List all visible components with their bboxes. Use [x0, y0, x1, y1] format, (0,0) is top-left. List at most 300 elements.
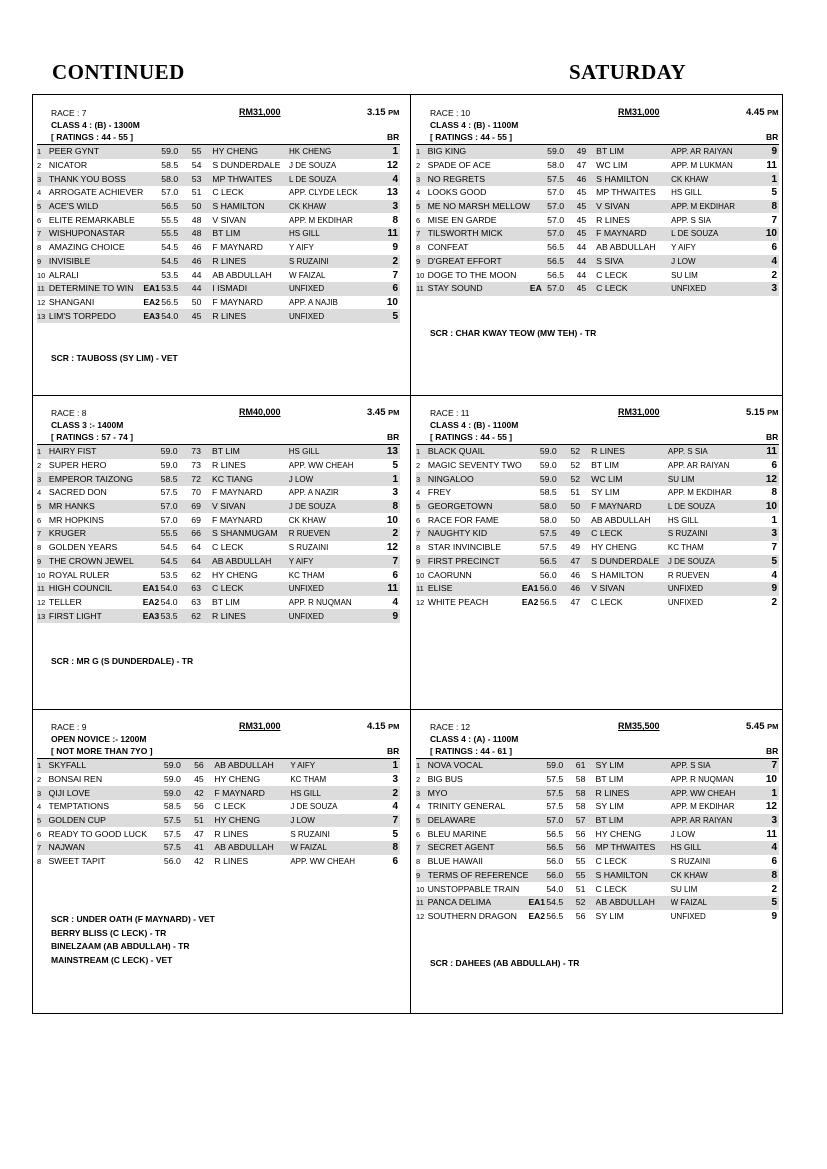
horse-name: FIRST LIGHT [49, 609, 143, 623]
rating: 46 [577, 172, 597, 186]
emergency-tag: EA1 [143, 282, 161, 296]
emergency-tag: EA3 [143, 609, 161, 623]
trainer: APP. R NUQMAN [670, 775, 734, 785]
runner-row [416, 500, 779, 514]
emergency-tag: EA1 [522, 582, 540, 596]
weight: 53.5 [161, 609, 192, 623]
weight: 58.5 [163, 801, 181, 812]
jockey: F MAYNARD [214, 786, 290, 800]
horse-name: SACRED DON [48, 487, 107, 498]
prize-money: RM35,500 [618, 721, 660, 731]
barrier: 2 [378, 255, 400, 269]
race-header [412, 721, 779, 734]
jockey: BT LIM [212, 596, 240, 607]
runner-row [416, 814, 779, 828]
runner-number: 6 [416, 515, 421, 525]
barrier: 10 [386, 296, 398, 308]
runner-row [37, 172, 400, 186]
runner-number: 9 [416, 555, 428, 569]
weight: 54.0 [160, 596, 178, 607]
runner-number: 11 [37, 582, 49, 596]
rating: 50 [570, 514, 581, 525]
rating: 52 [576, 896, 596, 910]
runner-number: 2 [37, 461, 42, 471]
jockey: SY LIM [595, 910, 624, 921]
barrier: 4 [392, 801, 398, 813]
runner-number: 9 [37, 255, 49, 269]
weight: 56.0 [163, 856, 181, 867]
runner-row [37, 827, 400, 841]
emergency-tag [143, 145, 161, 159]
rating: 42 [194, 786, 214, 800]
runner-row [416, 800, 779, 814]
scratching-line: BINELZAAM (AB ABDULLAH) - TR [51, 941, 190, 951]
runner-row [37, 513, 400, 527]
emergency-tag [528, 786, 546, 800]
rating: 47 [570, 555, 591, 569]
jockey: C LECK [212, 542, 244, 553]
rating: 69 [191, 514, 201, 525]
runner-row [37, 486, 400, 500]
runner-number: 2 [416, 775, 421, 785]
jockey: C LECK [596, 269, 628, 280]
race-number: RACE : 9 [51, 722, 87, 732]
weight: 58.5 [161, 472, 192, 486]
trainer: APP. S SIA [671, 759, 758, 773]
weight: 57.5 [160, 487, 178, 498]
trainer: APP. AR RAIYAN [671, 814, 758, 828]
trainer: UNFIXED [289, 282, 378, 296]
runner-number: 10 [416, 884, 425, 894]
runner-row [416, 445, 779, 459]
rating: 42 [194, 856, 204, 867]
runner-number: 8 [416, 543, 421, 553]
jockey: S HAMILTON [212, 200, 289, 214]
scratching-line: SCR : DAHEES (AB ABDULLAH) - TR [430, 958, 580, 968]
weight: 57.5 [546, 786, 575, 800]
horse-name: AMAZING CHOICE [48, 242, 125, 253]
emergency-tag: EA2 [528, 910, 546, 921]
runner-row [416, 582, 779, 596]
scratching-line: SCR : CHAR KWAY TEOW (MW TEH) - TR [430, 328, 597, 338]
runner-row [416, 910, 779, 924]
runner-row [37, 309, 400, 323]
trainer: HS GILL [667, 515, 699, 525]
runner-number: 2 [416, 161, 421, 171]
trainer: HS GILL [289, 227, 378, 241]
rating: 46 [570, 569, 581, 580]
weight: 57.0 [161, 187, 179, 198]
runner-number: 11 [37, 282, 49, 296]
weight: 53.5 [161, 269, 179, 280]
runner-row [37, 786, 400, 800]
rating: 45 [194, 774, 204, 785]
trainer: APP. R NUQMAN [288, 597, 352, 607]
barrier: 2 [378, 527, 400, 541]
barrier: 2 [379, 786, 400, 800]
horse-name: TEMPTATIONS [48, 801, 110, 812]
runner-row [416, 268, 779, 282]
runner-number: 2 [37, 161, 42, 171]
runner-row [37, 213, 400, 227]
emergency-tag [528, 841, 546, 855]
trainer: Y AIFY [671, 243, 696, 253]
runners-table [37, 758, 400, 869]
weight: 57.0 [160, 514, 178, 525]
weight: 54.5 [161, 555, 192, 569]
jockey: R LINES [212, 460, 246, 471]
emergency-tag [143, 241, 161, 255]
emergency-tag [528, 814, 546, 828]
jockey: HY CHENG [214, 774, 261, 785]
weight: 54.0 [161, 582, 192, 596]
weight: 56.0 [540, 582, 571, 596]
runner-row [416, 255, 779, 269]
runner-row [37, 186, 400, 200]
horse-name: MISE EN GARDE [427, 214, 497, 225]
weight: 56.5 [540, 555, 571, 569]
runner-number: 5 [37, 814, 49, 828]
horse-name: SHANGANI [48, 296, 95, 307]
trainer: UNFIXED [289, 309, 378, 323]
runner-number: 12 [37, 597, 46, 607]
emergency-tag [147, 814, 164, 828]
rating: 46 [191, 242, 202, 253]
emergency-tag [528, 869, 546, 883]
weight: 56.5 [547, 242, 565, 253]
race-time: 3.15 PM [367, 107, 400, 118]
rating: 45 [192, 309, 213, 323]
horse-name: MYO [428, 786, 529, 800]
runner-number: 6 [37, 515, 42, 525]
emergency-tag [528, 759, 546, 773]
race-class: CLASS 4 : (B) - 1100M [430, 420, 519, 430]
rating: 51 [575, 883, 586, 894]
runner-number: 7 [37, 841, 49, 855]
trainer: CK KHAW [288, 515, 326, 525]
rating: 73 [191, 445, 212, 459]
emergency-tag [143, 472, 161, 486]
barrier: 7 [771, 542, 777, 554]
rating: 44 [191, 269, 202, 280]
runner-number: 1 [416, 445, 428, 459]
runner-number: 7 [37, 227, 49, 241]
trainer: CK KHAW [671, 172, 758, 186]
race-header [412, 407, 779, 420]
runner-row [416, 159, 779, 173]
emergency-tag [528, 855, 546, 869]
runner-row [37, 582, 400, 596]
runner-number: 13 [37, 609, 49, 623]
barrier-header: BR [387, 132, 400, 142]
scratching-line: BERRY BLISS (C LECK) - TR [51, 927, 167, 938]
prize-money: RM31,000 [618, 107, 660, 117]
barrier: 9 [757, 582, 779, 596]
weight: 56.5 [546, 828, 564, 839]
race-time: 3.45 PM [367, 407, 400, 418]
barrier: 1 [758, 172, 779, 186]
trainer: W FAIZAL [671, 896, 758, 910]
emergency-tag [530, 268, 547, 282]
barrier: 5 [392, 460, 398, 472]
runner-row [416, 172, 779, 186]
rating: 52 [570, 472, 591, 486]
rating: 48 [191, 214, 202, 225]
rating: 55 [192, 145, 213, 159]
barrier: 4 [771, 569, 777, 581]
trainer: W FAIZAL [290, 841, 378, 855]
race-ratings: [ RATINGS : 57 - 74 ] [51, 432, 134, 442]
emergency-tag [147, 786, 164, 800]
horse-name: ELISE [428, 582, 522, 596]
horse-name: TILSWORTH MICK [428, 227, 530, 241]
emergency-tag [143, 568, 161, 582]
horse-name: TELLER [48, 596, 82, 607]
barrier: 7 [758, 759, 779, 773]
horse-name: ME NO MARSH MELLOW [428, 200, 530, 214]
runner-number: 6 [37, 829, 42, 839]
emergency-tag [530, 159, 547, 173]
runner-row [37, 445, 400, 459]
jockey: BT LIM [596, 814, 671, 828]
runner-row [416, 555, 779, 569]
runner-row [37, 227, 400, 241]
runner-number: 5 [416, 814, 428, 828]
barrier: 3 [758, 814, 779, 828]
emergency-tag [143, 200, 161, 214]
runner-number: 11 [416, 896, 428, 910]
rating: 45 [576, 214, 587, 225]
race-class: CLASS 3 :- 1400M [51, 420, 124, 430]
barrier: 11 [757, 445, 779, 459]
barrier: 10 [765, 774, 777, 786]
runner-row [416, 759, 779, 773]
horse-name: KRUGER [49, 527, 143, 541]
prize-money: RM31,000 [239, 721, 281, 731]
runner-row [37, 759, 400, 773]
emergency-tag [143, 486, 161, 500]
runner-number: 6 [37, 215, 42, 225]
weight: 54.5 [160, 542, 178, 553]
runner-number: 1 [37, 145, 49, 159]
runner-row [416, 773, 779, 787]
barrier: 4 [392, 596, 398, 608]
weight: 58.0 [539, 514, 557, 525]
jockey: R LINES [212, 609, 289, 623]
trainer: S RUZAINI [289, 255, 378, 269]
barrier: 9 [771, 910, 777, 922]
horse-name: EMPEROR TAIZONG [49, 472, 143, 486]
emergency-tag [143, 227, 161, 241]
barrier: 12 [765, 801, 777, 813]
barrier: 13 [378, 445, 400, 459]
horse-name: BIG KING [428, 145, 530, 159]
jockey: C LECK [595, 856, 627, 867]
runner-row [37, 527, 400, 541]
horse-name: TRINITY GENERAL [427, 801, 506, 812]
trainer: APP. M LUKMAN [671, 161, 733, 171]
runner-number: 11 [416, 582, 428, 596]
jockey: AB ABDULLAH [214, 841, 290, 855]
jockey: V SIVAN [212, 500, 289, 514]
emergency-tag [147, 855, 164, 869]
emergency-tag [522, 459, 540, 473]
runners-table [416, 444, 779, 609]
runner-number: 3 [416, 472, 428, 486]
race-header [33, 721, 400, 734]
horse-name: DETERMINE TO WIN [49, 282, 143, 296]
rating: 58 [576, 786, 596, 800]
rating: 49 [570, 527, 591, 541]
rating: 56 [575, 910, 586, 921]
jockey: SY LIM [595, 801, 624, 812]
runner-row [37, 145, 400, 159]
barrier: 1 [758, 786, 779, 800]
horse-name: THE CROWN JEWEL [49, 555, 143, 569]
trainer: S RUZAINI [290, 829, 330, 839]
emergency-tag [147, 759, 164, 773]
weight: 56.5 [546, 841, 575, 855]
jockey: C LECK [595, 883, 627, 894]
rating: 51 [570, 487, 581, 498]
runner-row [37, 500, 400, 514]
weight: 57.5 [547, 172, 576, 186]
race-time: 4.15 PM [367, 721, 400, 732]
runner-row [416, 596, 779, 610]
jockey: F MAYNARD [212, 242, 263, 253]
runners-table [416, 144, 779, 296]
emergency-tag [143, 527, 161, 541]
barrier: 8 [378, 500, 400, 514]
race-time: 4.45 PM [746, 107, 779, 118]
trainer: APP. WW CHEAH [671, 786, 758, 800]
trainer: APP. M EKDIHAR [667, 488, 732, 498]
horse-name: NAJWAN [49, 841, 148, 855]
horse-name: WISHUPONASTAR [49, 227, 143, 241]
barrier: 8 [758, 200, 779, 214]
column-divider [410, 94, 411, 1014]
trainer: APP. AR RAIYAN [667, 461, 730, 471]
barrier: 5 [757, 555, 779, 569]
weight: 57.5 [164, 841, 194, 855]
weight: 58.0 [547, 160, 565, 171]
horse-name: FREY [427, 487, 452, 498]
jockey: SY LIM [591, 487, 620, 498]
trainer: S RUZAINI [670, 857, 711, 867]
emergency-tag [147, 827, 164, 841]
horse-name: BONSAI REN [48, 774, 103, 785]
runner-row [37, 841, 400, 855]
runner-row [37, 472, 400, 486]
horse-name: BLEU MARINE [427, 828, 487, 839]
barrier: 8 [758, 869, 779, 883]
horse-name: GEORGETOWN [428, 500, 522, 514]
rating: 51 [191, 187, 202, 198]
rating: 62 [191, 569, 201, 580]
jockey: I ISMADI [212, 282, 289, 296]
runner-number: 6 [416, 215, 421, 225]
runner-number: 8 [37, 857, 42, 867]
race-panel [33, 721, 400, 869]
rating: 52 [570, 460, 581, 471]
runner-number: 10 [416, 270, 425, 280]
horse-name: SOUTHERN DRAGON [427, 910, 517, 921]
rating: 56 [194, 801, 204, 812]
runner-row [37, 568, 400, 582]
barrier: 3 [378, 200, 400, 214]
weight: 59.0 [161, 145, 192, 159]
horse-name: ARROGATE ACHIEVER [48, 187, 144, 198]
emergency-tag [147, 773, 164, 787]
runner-row [416, 145, 779, 159]
rating: 45 [576, 187, 587, 198]
barrier: 6 [392, 569, 398, 581]
trainer: J LOW [290, 814, 378, 828]
runner-number: 4 [416, 802, 421, 812]
rating: 47 [576, 160, 587, 171]
barrier: 4 [758, 255, 779, 269]
trainer: HK CHENG [289, 145, 378, 159]
runner-row [37, 555, 400, 569]
trainer: APP. WW CHEAH [290, 857, 356, 867]
runner-number: 6 [416, 829, 421, 839]
runner-row [416, 541, 779, 555]
race-ratings: [ RATINGS : 44 - 55 ] [430, 432, 513, 442]
jockey: HY CHENG [214, 814, 290, 828]
trainer: CK KHAW [671, 869, 758, 883]
runner-number: 3 [37, 786, 49, 800]
race-number: RACE : 10 [430, 108, 471, 118]
runners-table [37, 144, 400, 323]
horse-name: THANK YOU BOSS [49, 172, 143, 186]
jockey: MP THWAITES [596, 187, 656, 198]
runners-table [37, 444, 400, 623]
race-panel [412, 721, 779, 923]
trainer: APP. A NAJIB [289, 297, 338, 307]
trainer: HS GILL [289, 445, 378, 459]
barrier: 3 [758, 282, 779, 296]
horse-name: NINGALOO [428, 472, 522, 486]
horse-name: INVISIBLE [49, 255, 143, 269]
horse-name: HIGH COUNCIL [49, 582, 143, 596]
runner-number: 9 [416, 869, 428, 883]
rating: 50 [192, 200, 213, 214]
horse-name: DOGE TO THE MOON [427, 269, 517, 280]
runner-row [37, 800, 400, 814]
jockey: R LINES [212, 309, 289, 323]
jockey: WC LIM [591, 472, 668, 486]
weight: 59.0 [546, 759, 575, 773]
barrier: 11 [766, 828, 777, 840]
header-continued: CONTINUED [52, 60, 185, 84]
barrier: 6 [378, 282, 400, 296]
trainer: SU LIM [670, 884, 698, 894]
horse-name: PANCA DELIMA [428, 896, 529, 910]
emergency-tag [530, 172, 547, 186]
barrier-header: BR [766, 132, 779, 142]
barrier: 1 [378, 472, 400, 486]
runner-row [416, 459, 779, 473]
jockey: C LECK [591, 527, 668, 541]
rating: 45 [577, 227, 597, 241]
runner-number: 8 [37, 243, 42, 253]
runner-number: 9 [416, 255, 428, 269]
race-ratings: [ RATINGS : 44 - 61 ] [430, 746, 513, 756]
trainer: J LOW [289, 472, 378, 486]
barrier: 8 [771, 487, 777, 499]
horse-name: NO REGRETS [428, 172, 530, 186]
weight: 57.5 [546, 774, 564, 785]
